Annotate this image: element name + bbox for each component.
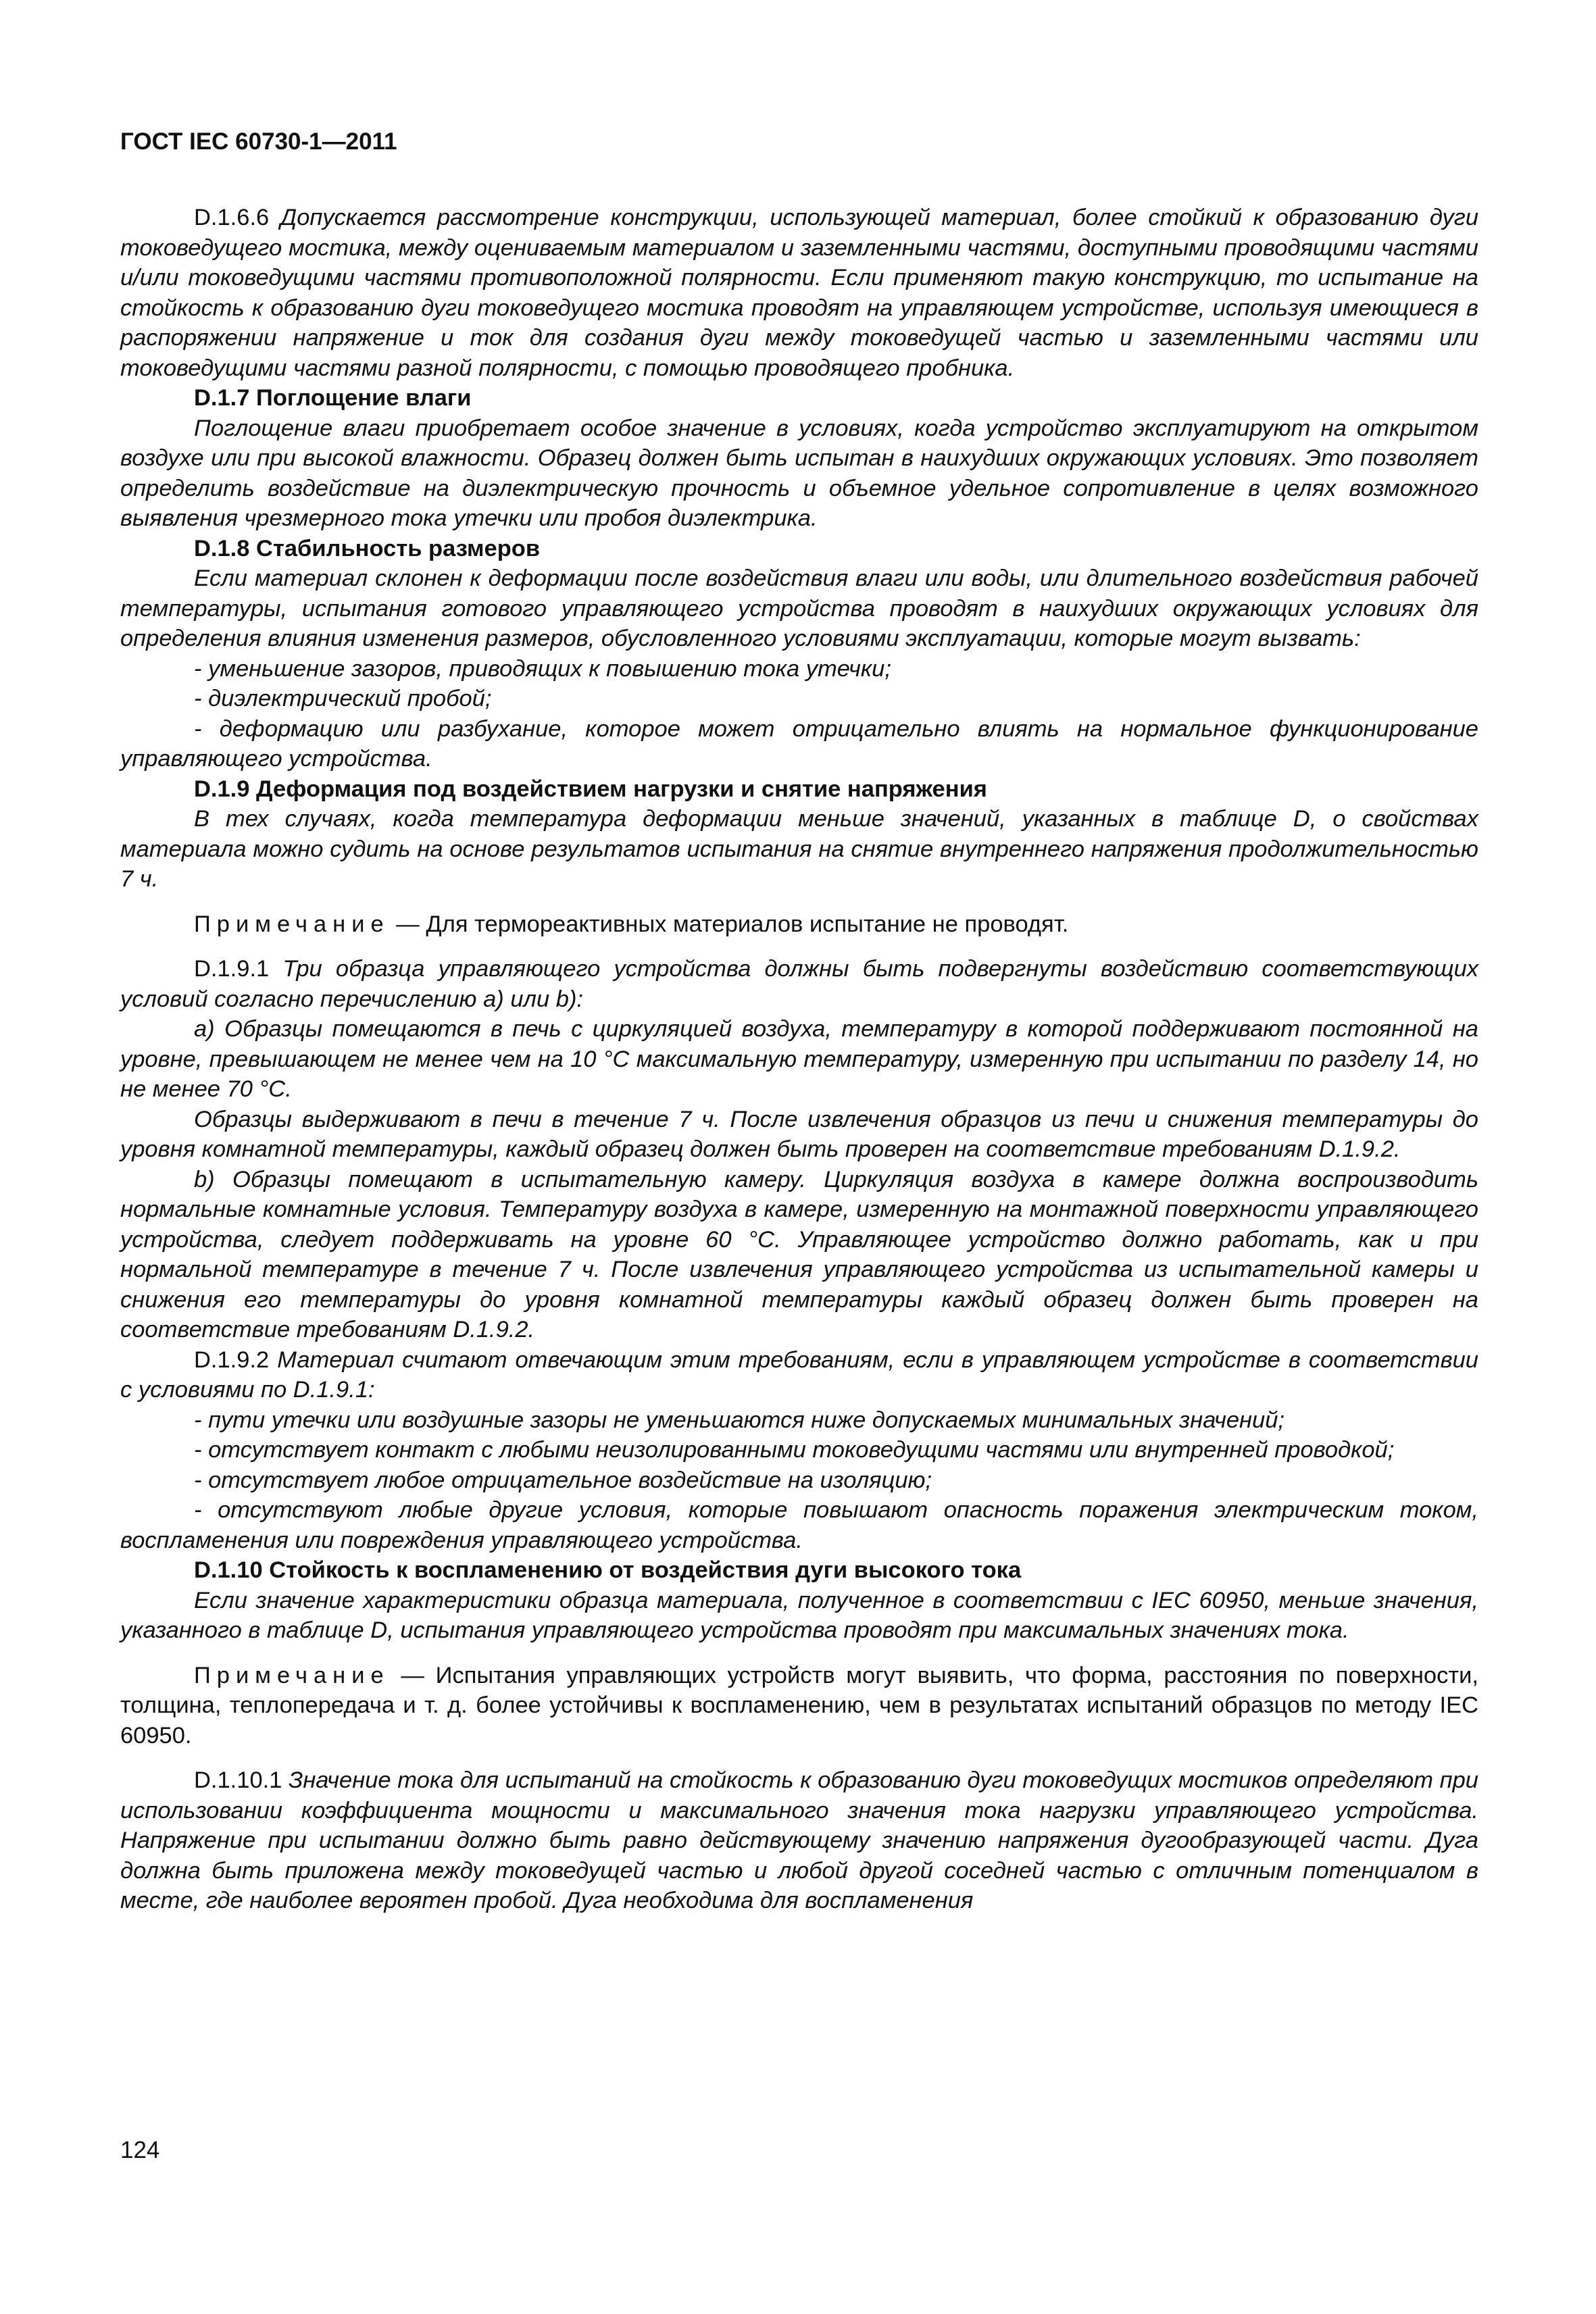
body-paragraph: Образцы выдерживают в печи в течение 7 ч. После извлечения образцов из печи и снижения температуры до уровня комнатной температуры, каждый образец должен быть проверен на соответствие требованиям D.1.9.2. — [120, 1106, 1478, 1162]
numbered-paragraph — [120, 1765, 1478, 1916]
section-heading: D.1.7 Поглощение влаги — [194, 385, 472, 411]
body-paragraph: В тех случаях, когда температура деформации меньше значений, указанных в таблице D, о свойствах материала можно судить на основе результатов испытания на снятие внутреннего напряжения продолжительностью 7 ч. — [120, 806, 1478, 892]
list-item: - уменьшение зазоров, приводящих к повышению тока утечки; — [194, 655, 891, 682]
note-label: Примечание — [194, 911, 390, 937]
section-heading: D.1.9 Деформация под воздействием нагрузки и снятие напряжения — [194, 776, 987, 802]
clause-text: Допускается рассмотрение конструкции, использующей материал, более стойкий к образованию дуги токоведущего мостика, между оцениваемым материалом и заземленными частями, доступными проводящими частями и/или токоведущими частями противоположной полярности. Если применяют такую конструкцию, то испытание на стойкость к образованию дуги токоведущего мостика проводят на управляющем устройстве, используя имеющиеся в распоряжении напряжение и ток для создания дуги между токоведущей частью и заземленными частями или токоведущими частями разной полярности, с помощью проводящего пробника. — [120, 205, 1479, 381]
clause-number: D.1.6.6 — [194, 205, 270, 230]
body-paragraph: а) Образцы помещаются в печь с циркуляцией воздуха, температуру в которой поддерживают постоянной на уровне, превышающем не менее чем на 10 °С максимальную температуру, измеренную при испытании по разделу 14, но не менее 70 °С. — [120, 1016, 1478, 1102]
clause-number: D.1.9.2 — [194, 1347, 270, 1373]
list-item: - отсутствует любое отрицательное воздействие на изоляцию; — [194, 1467, 932, 1493]
note-paragraph — [120, 1661, 1478, 1751]
body-paragraph: - деформацию или разбухание, которое может отрицательно влиять на нормальное функционирование управляющего устройства. — [120, 715, 1478, 772]
clause-text: Три образца управляющего устройства должны быть подвергнуты воздействию соответствующих условий согласно перечислению а) или b): — [120, 956, 1479, 1012]
page-number: 124 — [120, 2137, 160, 2163]
clause-text: Материал считают отвечающим этим требованиям, если в управляющем устройстве в соответствии с условиями по D.1.9.1: — [120, 1347, 1478, 1403]
section-heading: D.1.8 Стабильность размеров — [194, 535, 541, 561]
note-label: Примечание — [194, 1662, 390, 1688]
note-text: — Для термореактивных материалов испытание не проводят. — [389, 911, 1069, 937]
numbered-paragraph — [120, 203, 1478, 383]
note-text: — Испытания управляющих устройств могут выявить, что форма, расстояния по поверхности, толщина, теплопередача и т. д. более устойчивы к воспламенению, чем в результатах испытаний образцов по методу IEC 60950. — [120, 1662, 1478, 1749]
section-heading: D.1.10 Стойкость к воспламенению от воздействия дуги высокого тока — [194, 1557, 1022, 1583]
body-paragraph: b) Образцы помещают в испытательную камеру. Циркуляция воздуха в камере должна воспроизводить нормальные комнатные условия. Температуру воздуха в камере, измеренную на монтажной поверхности управляющего устройства, следует поддерживать на уровне 60 °С. Управляющее устройство должно работать, как и при нормальной температуре в течение 7 ч. После извлечения управляющего устройства из испытательной камеры и снижения его температуры до уровня комнатной температуры каждый образец должен быть проверен на соответствие требованиям D.1.9.2. — [120, 1166, 1478, 1342]
note-paragraph — [120, 909, 1478, 940]
numbered-paragraph — [120, 1345, 1478, 1405]
body-paragraph: - отсутствуют любые другие условия, которые повышают опасность поражения электрическим током, воспламенения или повреждения управляющего устройства. — [120, 1497, 1478, 1553]
list-item: - пути утечки или воздушные зазоры не уменьшаются ниже допускаемых минимальных значений; — [194, 1407, 1285, 1433]
body-paragraph: Если материал склонен к деформации после воздействия влаги или воды, или длительного воздействия рабочей температуры, испытания готового управляющего устройства проводят в наихудших окружающих условиях для определения влияния изменения размеров, обусловленного условиями эксплуатации, которые могут вызвать: — [120, 565, 1478, 651]
body-paragraph: - отсутствует контакт с любыми неизолированными токоведущими частями или внутренней проводкой; — [194, 1437, 1395, 1463]
body-paragraph: Поглощение влаги приобретает особое значение в условиях, когда устройство эксплуатируют на открытом воздухе или при высокой влажности. Образец должен быть испытан в наихудших окружающих условиях. Это позволяет определить воздействие на диэлектрическую прочность и объемное удельное сопротивление в целях возможного выявления чрезмерного тока утечки или пробоя диэлектрика. — [120, 415, 1478, 531]
clause-number: D.1.9.1 — [194, 956, 270, 982]
clause-text: Значение тока для испытаний на стойкость к образованию дуги токоведущих мостиков определяют при использовании коэффициента мощности и максимального значения тока нагрузки управляющего устройства. Напряжение при испытании должно быть равно действующему значению напряжения дугообразующей части. Дуга должна быть приложена между токоведущей частью и любой другой соседней частью с отличным потенциалом в месте, где наиболее вероятен пробой. Дуга необходима для воспламенения — [120, 1767, 1478, 1913]
numbered-paragraph — [120, 954, 1478, 1014]
document-header: ГОСТ IEC 60730-1—2011 — [120, 128, 397, 155]
body-paragraph: Если значение характеристики образца материала, полученное в соответствии с IEC 60950, меньше значения, указанного в таблице D, испытания управляющего устройства проводят при максимальных значениях тока. — [120, 1587, 1478, 1643]
list-item: - диэлектрический пробой; — [194, 686, 492, 711]
clause-number: D.1.10.1 — [194, 1767, 282, 1793]
document-body — [120, 203, 1478, 1916]
